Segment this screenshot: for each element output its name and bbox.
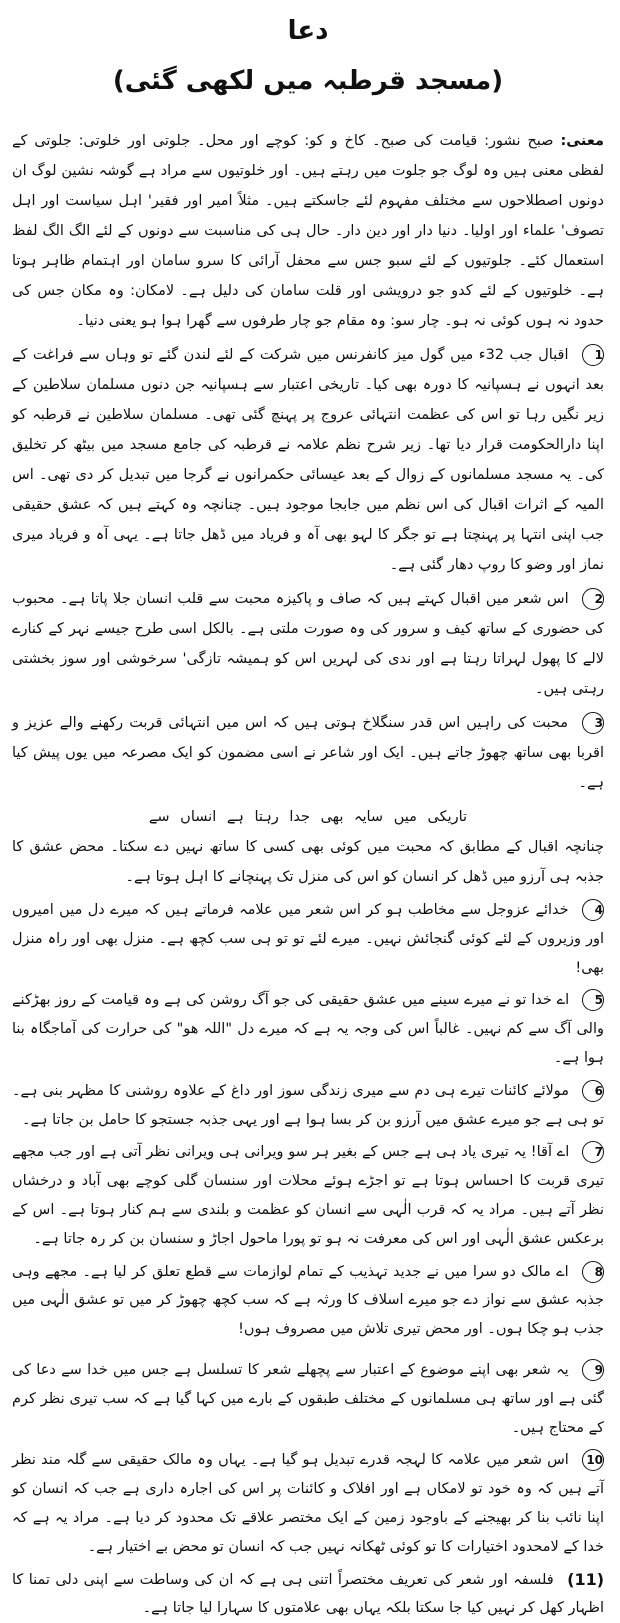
note-1	[12, 340, 604, 580]
note-number: 5	[582, 989, 604, 1011]
note-9	[12, 1356, 604, 1442]
note-number: 7	[582, 1141, 604, 1163]
note-text: اے خدا تو نے میرے سینے میں عشق حقیقی کی جو آگ روشن کی ہے وہ قیامت کے روز بھڑکنے والی آگ سے کم نہیں۔ غالباً اس کی وجہ یہ ہے کہ میرے دل "اللہ ھو" کی حرارت کی آماجگاہ بنا ہوا ہے۔	[12, 992, 604, 1066]
note-8	[12, 1258, 604, 1344]
verse-followup: چنانچہ اقبال کے مطابق کہ محبت میں کوئی بھی کسی کا ساتھ نہیں دے سکتا۔ محض عشق کا جذبہ ہی آرزو میں ڈھل کر انسان کو اس کی منزل تک پہنچانے کا اہل ہوتا ہے۔	[12, 839, 604, 885]
note-text: خدائے عزوجل سے مخاطب ہو کر اس شعر میں علامہ فرماتے ہیں کہ میرے دل میں امیروں اور وزیروں کے لئے کوئی گنجائش نہیں۔ میرے لئے تو تو ہی سب کچھ ہے۔ منزل بھی اور راہ منزل بھی!	[12, 902, 604, 976]
meanings-text: صبح نشور: قیامت کی صبح۔ کاخ و کو: کوچے اور محل۔ جلوتی اور خلوتی: جلوتی کے لفظی معنی ہیں وہ لوگ جو جلوت میں رہتے ہیں۔ اور خلوتیوں سے مراد ہے گوشہ نشین لوگ ان دونوں اصطلاحوں سے مختلف مفہوم لئے جاسکتے ہیں۔ مثلاً امیر اور فقیر' اہل سیاست اور اہل تصوف' علماء اور اولیا۔ دنیا دار اور دین دار۔ حال ہی کی مناسبت سے دونوں کے لئے الگ الگ لفظ استعمال کئے۔ جلوتیوں کے لئے سبو جس سے محفل آرائی کا سرو سامان اور اہتمام ظاہر ہوتا ہے۔ خلوتیوں کے لئے کدو جو درویشی اور قلت سامان کی دلیل ہے۔ لامکان: وہ مکان جس کی حدود نہ ہوں کوئی نہ ہو۔ چار سو: وہ مقام جو چار طرفوں سے گھرا ہوا ہو یعنی دنیا۔	[12, 133, 604, 329]
note-11	[12, 1566, 604, 1623]
note-text: اے مالک دو سرا میں نے جدید تہذیب کے تمام لوازمات سے قطع تعلق کر لیا ہے۔ مجھے وہی جذبہ عشق سے نواز دے جو میرے اسلاف کا ورثہ ہے کہ سب کچھ چھوڑ کر میں تو عشق الٰہی میں جذب ہو چکا ہوں۔ اور محض تیری تلاش میں مصروف ہوں!	[12, 1263, 604, 1338]
note-text: اے آقا! یہ تیری یاد ہی ہے جس کے بغیر ہر سو ویرانی ہی ویرانی نظر آتی ہے اور جب مجھے تیری قربت کا احساس ہوتا ہے تو اجڑے ہوئے محلات اور سنسان گلی کوچے بھی آباد و درخشاں نظر آتے ہیں۔ مراد یہ کہ قرب الٰہی سے انسان کو عظمت و بلندی سے ہم کنار ہوتا ہے۔ اس کے برعکس عشق الٰہی اور اس کی معرفت نہ ہو تو پورا ماحول اجاڑ و سنسان بن کر رہ جاتا ہے۔	[12, 1144, 604, 1247]
note-text: فلسفہ اور شعر کی تعریف مختصراً اتنی ہی ہے کہ ان کی وساطت سے اپنی دلی تمنا کا اظہار کھل کر نہیں کیا جا سکتا بلکہ یہاں بھی علامتوں کا سہارا لیا جاتا ہے۔	[12, 1571, 604, 1617]
note-3	[12, 708, 604, 798]
quoted-verse: تاریکی میں سایہ بھی جدا رہتا ہے انساں سے	[148, 809, 468, 825]
note-10	[12, 1446, 604, 1561]
note-text: اس شعر میں اقبال کہتے ہیں کہ صاف و پاکیزہ محبت سے قلب انسان جلا پاتا ہے۔ محبوب کی حضوری کے ساتھ کیف و سرور کی وہ صورت ملتی ہے۔ بالکل اسی طرح جیسے نہر کے کنارے لالے کا پھول لہراتا رہتا ہے اور ندی کی لہریں اس کو ہمیشہ تازگی' سرخوشی اور سوز بخشتی رہتی ہیں۔	[12, 591, 604, 697]
note-number: 4	[582, 899, 604, 921]
note-number: 8	[582, 1261, 604, 1283]
note-6	[12, 1077, 604, 1135]
note-text: اس شعر میں علامہ کا لہجہ قدرے تبدیل ہو گیا ہے۔ یہاں وہ مالک حقیقی سے گلہ مند نظر آتے ہیں کہ وہ خود تو لامکاں ہے اور افلاک و کائنات پر اس کی اجارہ داری ہے جب کہ انسان کو اپنا نائب بنا کر بھیجنے کے باوجود زمین کے ایک مختصر علاقے تک محدود کر دیا ہے۔ مراد یہ ہے کہ خدا کے لامحدود اختیارات کا تو کوئی ٹھکانہ نہیں جب کہ انسان تو محض بے اختیار ہے۔	[12, 1452, 604, 1555]
note-number: 6	[582, 1080, 604, 1102]
note-number: 1	[582, 344, 604, 366]
page-subtitle: (مسجد قرطبہ میں لکھی گئی)	[112, 66, 504, 96]
note-number: 3	[582, 712, 604, 734]
note-7	[12, 1138, 604, 1253]
note-5	[12, 986, 604, 1072]
note-2	[12, 584, 604, 704]
meanings-paragraph	[12, 126, 604, 336]
note-text: اقبال جب 32ء میں گول میز کانفرنس میں شرکت کے لئے لندن گئے تو وہاں سے فراغت کے بعد انہوں نے ہسپانیہ کا دورہ بھی کیا۔ تاریخی اعتبار سے ہسپانیہ جن دنوں مسلمان سلاطین کے زیر نگیں رہا تو اس کی عظمت انتہائی عروج پر پہنچ گئی تھی۔ مسلمان سلاطین نے قرطبہ کو اپنا دارالحکومت قرار دیا تھا۔ زیر شرح نظم علامہ نے قرطبہ کی جامع مسجد میں بیٹھ کر تخلیق کی۔ یہ مسجد مسلمانوں کے زوال کے بعد عیسائی حکمرانوں نے گرجا میں تبدیل کر دی تھی۔ اس المیہ کے اثرات اقبال کی اس نظم میں جابجا موجود ہیں۔ چنانچہ وہ کہتے ہیں کہ عشق حقیقی جب اپنی انتہا پر پہنچتا ہے تو جگر کا لہو بھی آہ و فریاد میں ڈھل جاتا ہے۔ یہی آہ و فریاد میری نماز اور وضو کا روپ دھار گئی ہے۔	[12, 347, 604, 573]
page-title: دعا	[287, 16, 329, 46]
note-text: محبت کی راہیں اس قدر سنگلاخ ہوتی ہیں کہ اس میں انتہائی قربت رکھنے والے عزیز و اقربا بھی ساتھ چھوڑ جاتے ہیں۔ ایک اور شاعر نے اسی مضمون کو ایک مصرعہ میں یوں پیش کیا ہے۔	[12, 715, 604, 791]
note-number: (11)	[567, 1569, 605, 1589]
note-number: 10	[582, 1449, 604, 1471]
note-4	[12, 896, 604, 982]
section-gap	[12, 1348, 604, 1356]
meanings-label: معنی:	[560, 133, 604, 149]
note-text: یہ شعر بھی اپنے موضوع کے اعتبار سے پچھلے شعر کا تسلسل ہے جس میں خدا سے دعا کی گئی ہے اور ساتھ ہی مسلمانوں کے مختلف طبقوں کے بارے میں کہا گیا ہے کہ سب تیری نظر کرم کے محتاج ہیں۔	[12, 1361, 604, 1436]
note-number: 2	[582, 588, 604, 610]
note-number: 9	[582, 1359, 604, 1381]
note-text: مولائے کائنات تیرے ہی دم سے میری زندگی سوز اور داغ کے علاوہ روشنی کا مظہر بنی ہے۔ تو ہی ہے جو میرے عشق میں آرزو بن کر بسا ہوا ہے اور یہی جذبہ جستجو کا حامل بن جاتا ہے۔	[12, 1082, 604, 1128]
